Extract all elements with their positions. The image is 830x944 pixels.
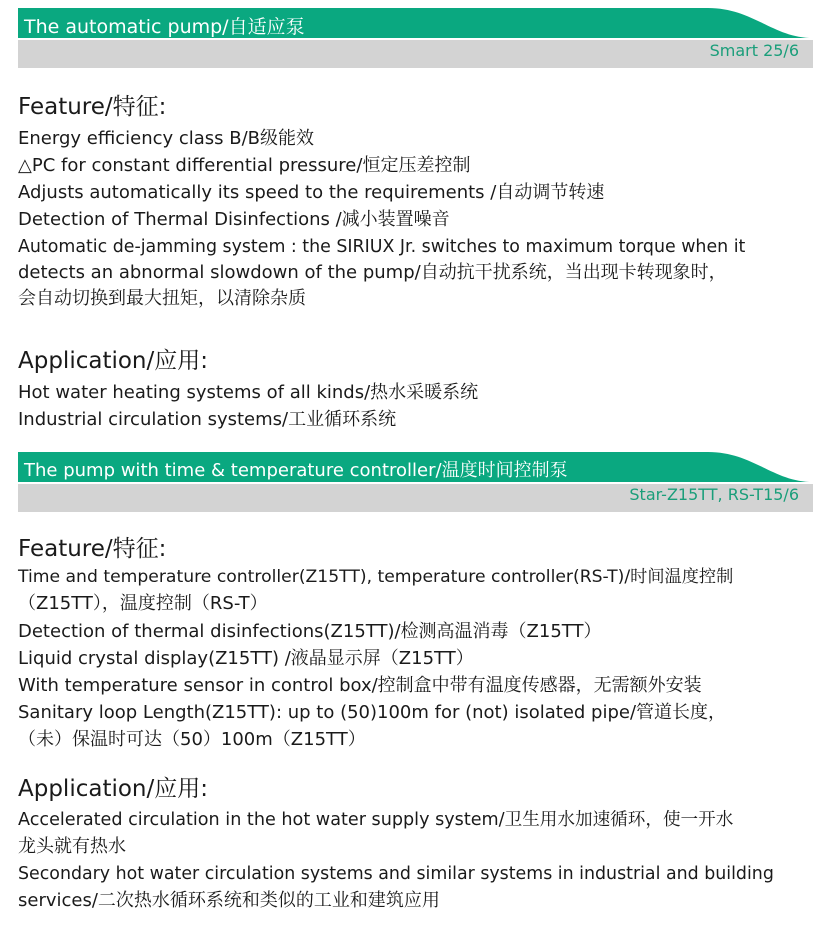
feature-line: Detection of Thermal Disinfections /减小装置噪音 — [18, 209, 450, 230]
feature-line: Detection of thermal disinfections(Z15TT)/检测高温消毒（Z15TT） — [18, 621, 602, 642]
feature-line: Sanitary loop Length(Z15TT): up to (50)100m for (not) isolated pipe/管道长度， — [18, 702, 727, 723]
application-line: Secondary hot water circulation systems and similar systems in industrial and building — [18, 864, 774, 884]
feature-heading: Feature/特征: — [18, 536, 167, 562]
model-label: Star-Z15TT, RS-T15/6 — [629, 485, 799, 504]
application-heading: Application/应用: — [18, 776, 209, 802]
application-line: services/二次热水循环系统和类似的工业和建筑应用 — [18, 890, 440, 911]
model-label: Smart 25/6 — [709, 41, 799, 60]
feature-line: Automatic de-jamming system : the SIRIUX Jr. switches to maximum torque when it — [18, 237, 746, 257]
feature-line: Liquid crystal display(Z15TT) /液晶显示屏（Z15TT） — [18, 648, 474, 669]
feature-line: Energy efficiency class B/B级能效 — [18, 128, 315, 149]
application-line: Accelerated circulation in the hot water supply system/卫生用水加速循环，使一开水 — [18, 810, 734, 830]
feature-line: Time and temperature controller(Z15TT), temperature controller(RS-T)/时间温度控制 — [18, 567, 734, 587]
application-heading: Application/应用: — [18, 348, 209, 374]
feature-line: detects an abnormal slowdown of the pump/自动抗干扰系统，当出现卡转现象时， — [18, 262, 727, 283]
feature-line: 会自动切换到最大扭矩，以清除杂质 — [18, 288, 306, 309]
feature-heading: Feature/特征: — [18, 94, 167, 120]
feature-line: With temperature sensor in control box/控制盒中带有温度传感器，无需额外安装 — [18, 675, 702, 696]
application-line: Hot water heating systems of all kinds/热水采暖系统 — [18, 382, 479, 403]
feature-line: Adjusts automatically its speed to the requirements /自动调节转速 — [18, 182, 605, 203]
application-line: 龙头就有热水 — [18, 836, 126, 857]
feature-line: △PC for constant differential pressure/恒定压差控制 — [18, 155, 471, 176]
banner-title: The automatic pump/自适应泵 — [24, 16, 305, 38]
banner-title: The pump with time & temperature controller/温度时间控制泵 — [24, 460, 568, 481]
application-line: Industrial circulation systems/工业循环系统 — [18, 409, 397, 430]
feature-line: （未）保温时可达（50）100m（Z15TT） — [18, 729, 366, 750]
section-banner — [18, 452, 813, 512]
feature-line: （Z15TT），温度控制（RS-T） — [18, 593, 268, 614]
section-banner — [18, 8, 813, 68]
